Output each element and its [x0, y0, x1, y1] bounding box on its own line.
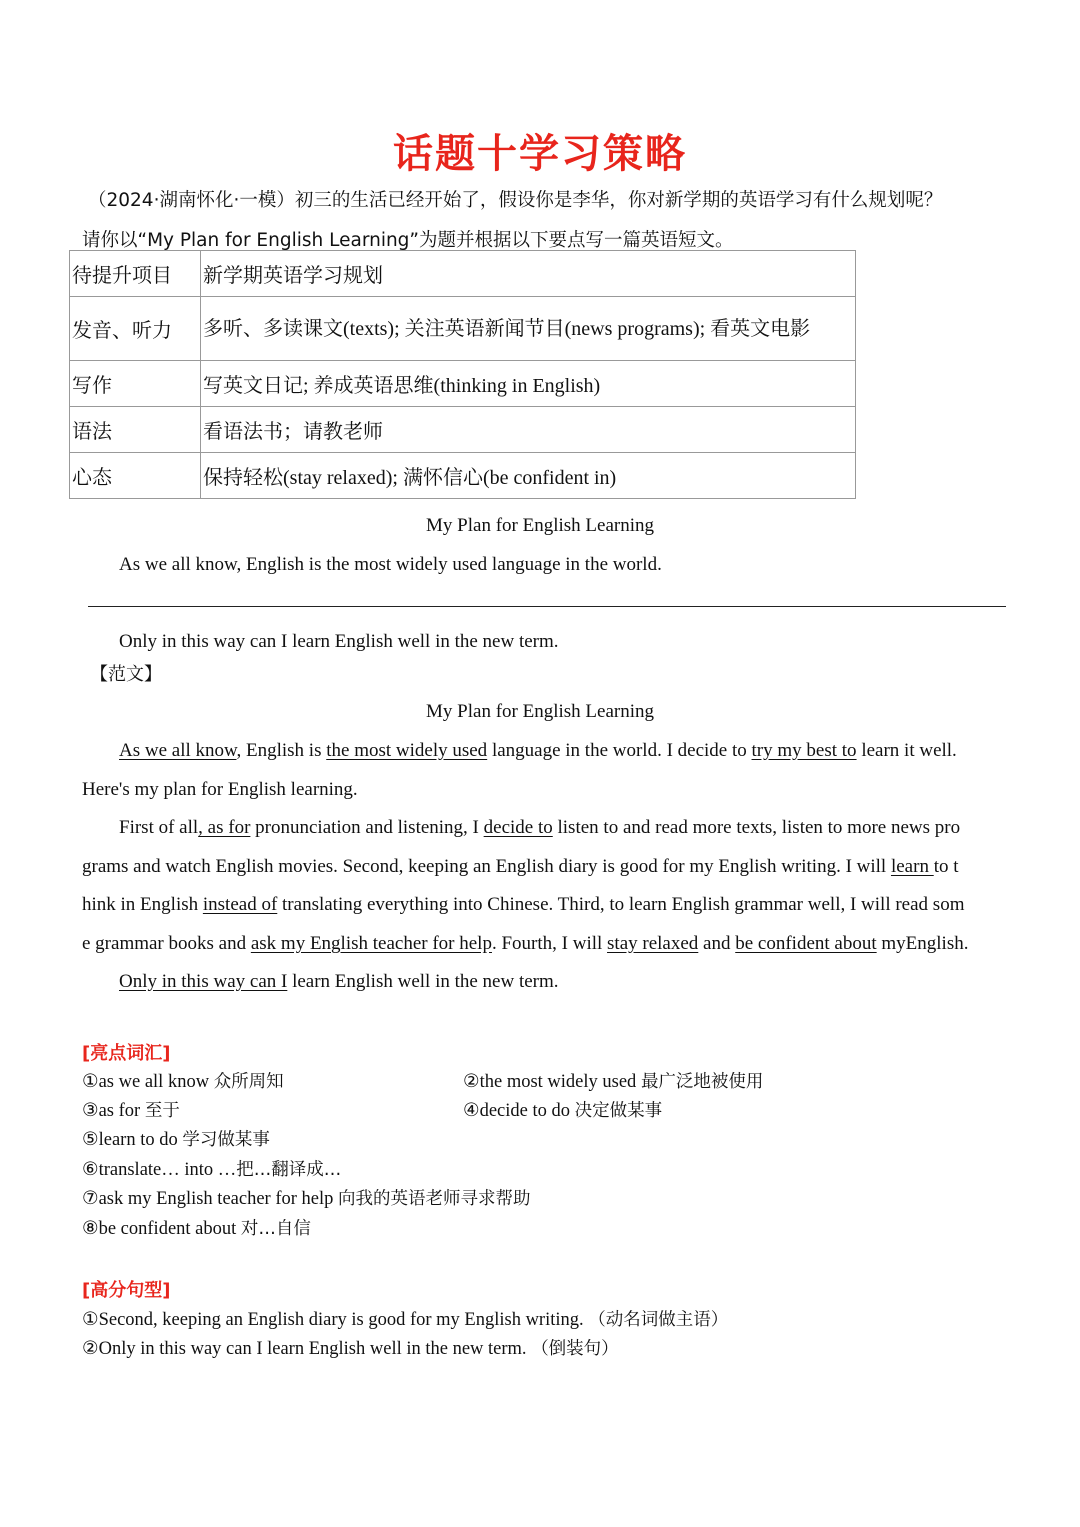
model-label: 【范文】	[90, 664, 162, 685]
underlined-phrase: the most widely used	[326, 740, 488, 761]
model-paragraph-line	[82, 933, 968, 955]
underlined-phrase: , as for	[198, 817, 251, 838]
table-row	[70, 407, 856, 453]
underlined-phrase: Only in this way can I	[119, 971, 288, 992]
table-cell-item: 写作	[70, 361, 201, 407]
text-segment: e grammar books and	[82, 933, 251, 954]
underlined-phrase: As we all know	[119, 740, 237, 761]
requirements-table	[69, 250, 856, 499]
table-cell-plan: 写英文日记; 养成英语思维(thinking in English)	[201, 361, 856, 407]
table-row	[70, 453, 856, 499]
sentence-item: ②Only in this way can I learn English well in the new term. （倒装句）	[82, 1339, 619, 1359]
table-cell-item: 发音、听力	[70, 297, 201, 361]
text-segment: pronunciation and listening, I	[250, 817, 484, 838]
vocab-item: ④decide to do 决定做某事	[463, 1101, 663, 1121]
underlined-phrase: stay relaxed	[607, 933, 699, 954]
task-opening: As we all know, English is the most widely used language in the world.	[119, 554, 662, 575]
underlined-phrase: try my best to	[751, 740, 857, 761]
prompt-line-1: （2024·湖南怀化·一模）初三的生活已经开始了，假设你是李华，你对新学期的英语学习有什么规划呢？	[88, 190, 943, 211]
vocab-item: ⑧be confident about 对…自信	[82, 1219, 311, 1239]
underlined-phrase: ask my English teacher for help	[250, 933, 492, 954]
text-segment: learn English well in the new term.	[287, 971, 559, 992]
vocab-item: ⑥translate… into …把…翻译成…	[82, 1160, 342, 1180]
writing-line	[88, 606, 1006, 607]
text-segment: and	[698, 933, 736, 954]
text-segment: language in the world. I decide to	[487, 740, 752, 761]
table-cell-plan: 看语法书；请教老师	[201, 407, 856, 453]
text-segment: First of all	[119, 817, 199, 838]
underlined-phrase: be confident about	[735, 933, 877, 954]
text-segment: to t	[933, 856, 959, 877]
table-cell-item: 心态	[70, 453, 201, 499]
table-cell-item: 待提升项目	[70, 251, 201, 297]
task-closing: Only in this way can I learn English well in the new term.	[119, 631, 559, 652]
table-row	[70, 297, 856, 361]
text-segment: myEnglish.	[876, 933, 969, 954]
text-segment: listen to and read more texts, listen to more news pro	[552, 817, 961, 838]
model-paragraph-line	[119, 971, 559, 993]
table-cell-plan: 多听、多读课文(texts); 关注英语新闻节目(news programs); 看英文电影	[201, 297, 856, 361]
text-segment: hink in English	[82, 894, 203, 915]
text-segment: grams and watch English movies. Second, keeping an English diary is good for my English writing. I will	[82, 856, 891, 877]
vocab-item: ⑤learn to do 学习做某事	[82, 1130, 270, 1150]
underlined-phrase: instead of	[202, 894, 278, 915]
table-cell-item: 语法	[70, 407, 201, 453]
table-cell-plan: 新学期英语学习规划	[201, 251, 856, 297]
sentence-item: ①Second, keeping an English diary is good for my English writing. （动名词做主语）	[82, 1310, 729, 1330]
text-segment: . Fourth, I will	[491, 933, 608, 954]
model-paragraph-line	[119, 740, 957, 762]
text-segment: learn it well.	[856, 740, 957, 761]
vocab-item: ③as for 至于	[82, 1101, 180, 1121]
model-paragraph-line	[82, 779, 358, 801]
task-title: My Plan for English Learning	[426, 515, 654, 536]
table-cell-plan: 保持轻松(stay relaxed); 满怀信心(be confident in)	[201, 453, 856, 499]
vocab-heading: [亮点词汇]	[82, 1043, 171, 1064]
vocab-item: ②the most widely used 最广泛地被使用	[463, 1072, 764, 1092]
underlined-phrase: learn	[890, 856, 934, 877]
vocab-item: ①as we all know 众所周知	[82, 1072, 284, 1092]
text-segment: , English is	[236, 740, 327, 761]
vocab-item: ⑦ask my English teacher for help 向我的英语老师寻求帮助	[82, 1189, 531, 1209]
model-title: My Plan for English Learning	[426, 701, 654, 722]
text-segment: translating everything into Chinese. Third, to learn English grammar well, I will read som	[277, 894, 965, 915]
text-segment: Here's my plan for English learning.	[82, 779, 358, 800]
sentences-heading: [高分句型]	[82, 1280, 171, 1301]
model-paragraph-line	[119, 817, 960, 839]
page-title: 话题十学习策略	[393, 131, 687, 177]
underlined-phrase: decide to	[483, 817, 553, 838]
model-paragraph-line	[82, 894, 964, 916]
table-row	[70, 251, 856, 297]
model-paragraph-line	[82, 856, 959, 878]
prompt-line-2: 请你以“My Plan for English Learning”为题并根据以下要点写一篇英语短文。	[82, 230, 734, 251]
table-row	[70, 361, 856, 407]
